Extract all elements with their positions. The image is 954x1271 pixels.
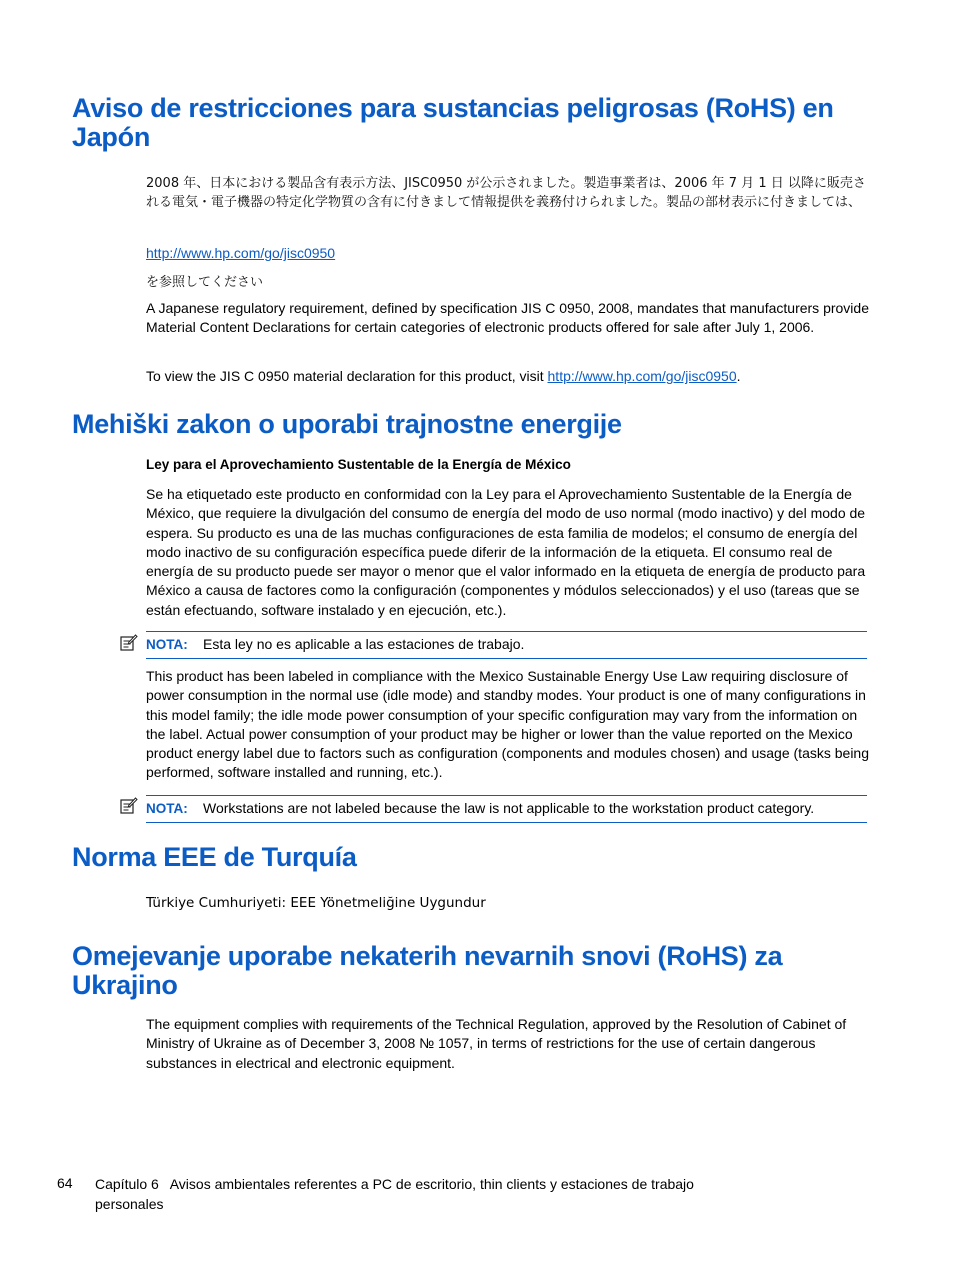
jisc-link-line [146,244,871,263]
japanese-followup: を参照してください [146,275,264,290]
mexico-english-paragraph: This product has been labeled in compliance with the Mexico Sustainable Energy Use Law requiring disclosure of power consumption in the normal use (idle mode) and standby modes. Your product is one of many configurations in this model family; the idle mode power consumption of your specific configuration may vary from the information on the label. Actual power consumption of your product may be higher or lower than the value reported on the Mexico product energy label due to factors such as configuration (components and modules chosen) and usage (tasks being performed, software installed and running, etc.). [146,668,869,781]
heading-japan-rohs: Aviso de restricciones para sustancias peligrosas (RoHS) en Japón [72,93,834,152]
heading-mexico-energy-law: Mehiški zakon o uporabi trajnostne energije [72,409,622,439]
mexico-subheading: Ley para el Aprovechamiento Sustentable de la Energía de México [146,457,571,472]
note-label: NOTA: [146,637,188,652]
note-icon [120,797,138,815]
view-suffix: . [736,368,741,384]
heading-ukraine-rohs: Omejevanje uporabe nekaterih nevarnih snovi (RoHS) za Ukrajino [72,941,783,1000]
note-text: Workstations are not labeled because the law is not applicable to the workstation product category. [203,800,815,816]
ukraine-paragraph: The equipment complies with requirements of the Technical Regulation, approved by the Resolution of Cabinet of Ministry of Ukraine as of December 3, 2008 № 1057, in terms of restrictions for the use of certain dangerous substances in electrical and electronic equipment. [146,1016,847,1071]
japanese-paragraph: 2008 年、日本における製品含有表示方法、JISC0950 が公示されました。製造事業者は、2006 年 7 月 1 日 以降に販売される電気・電子機器の特定化学物質の含有に付きまして情報提供を義務付けられました。製品の部材表示に付きましては、 [146,176,866,210]
view-declaration-paragraph [146,367,871,386]
heading-turkey-eee: Norma EEE de Turquía [72,842,357,872]
jisc-link[interactable]: http://www.hp.com/go/jisc0950 [146,245,336,261]
japan-english-paragraph: A Japanese regulatory requirement, defined by specification JIS C 0950, 2008, mandates that manufacturers provide Material Content Declarations for certain categories of electronic products offered for sale after July 1, 2006. [146,300,869,336]
mexico-spanish-paragraph: Se ha etiquetado este producto en conformidad con la Ley para el Aprovechamiento Sustentable de la Energía de México, que requiere la divulgación del consumo de energía del modo de uso normal (modo inactivo) y del modo de espera. Su producto es una de las muchas configuraciones de esta familia de modelos; el consumo de energía del modo inactivo de su configuración específica puede diferir de la información de la etiqueta. El consumo real de energía de su producto puede ser mayor o menor que el valor informado en la etiqueta de energía de producto para México a causa de factores como la configuración (componentes y módulos seleccionados) y el uso (tareas que se están efectuando, software instalado y en ejecución, etc.). [146,486,866,618]
page-number: 64 [57,1175,73,1191]
note-box-2 [146,795,867,823]
footer-chapter: Capítulo 6 Avisos ambientales referentes a PC de escritorio, thin clients y estaciones de trabajo personales [95,1176,698,1212]
view-declaration-link[interactable]: http://www.hp.com/go/jisc0950 [547,368,737,384]
note-text: Esta ley no es aplicable a las estaciones de trabajo. [203,636,525,652]
note-box-1 [146,631,867,659]
view-prefix: To view the JIS C 0950 material declaration for this product, visit [146,368,548,384]
note-icon [120,634,138,652]
turkey-compliance-text: Türkiye Cumhuriyeti: EEE Yönetmeliğine Uygundur [146,895,486,911]
note-label: NOTA: [146,801,188,816]
